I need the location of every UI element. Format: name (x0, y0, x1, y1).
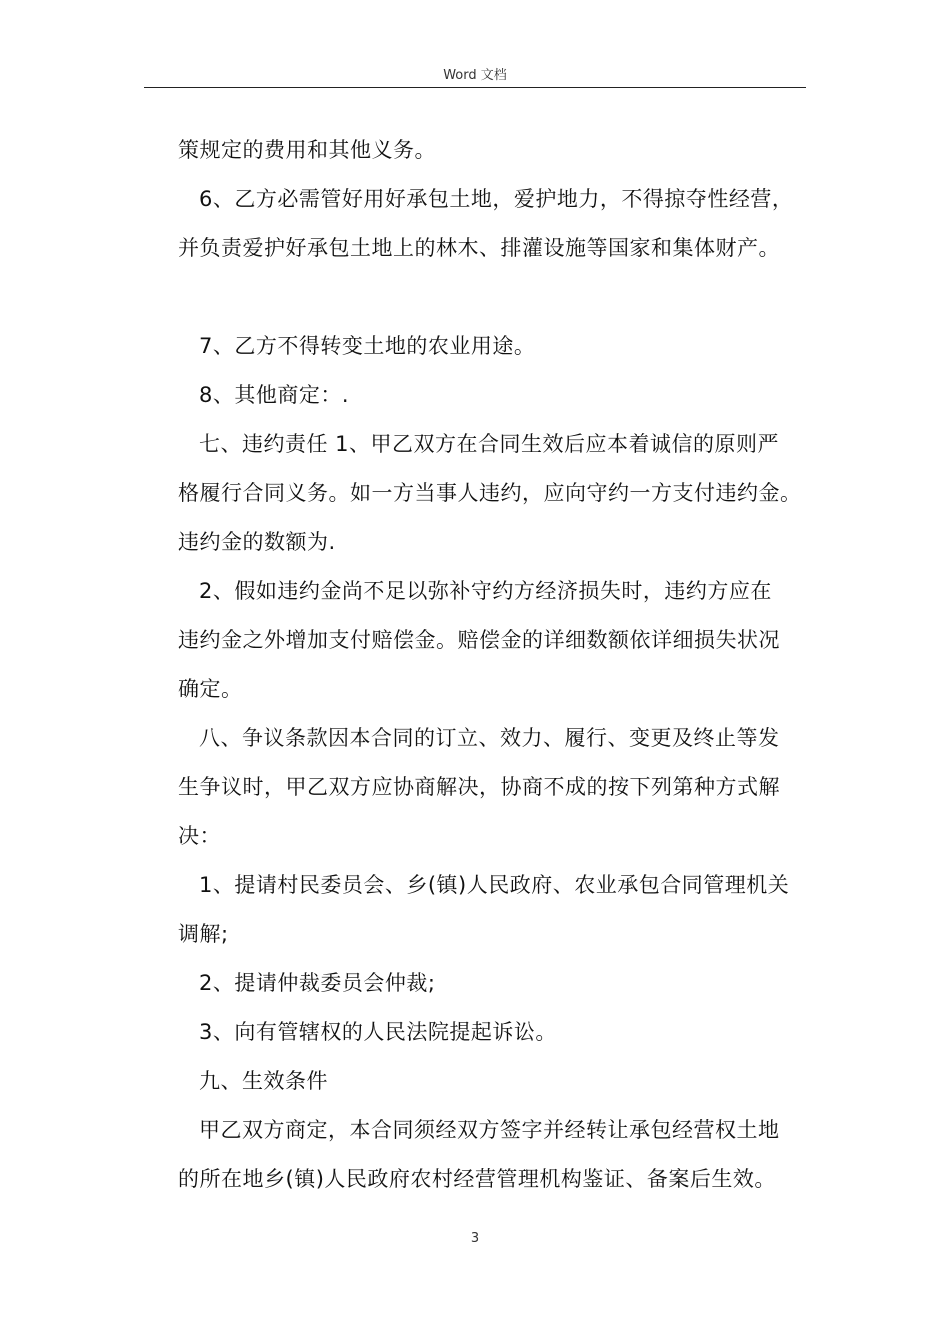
paragraph-line: 的所在地乡(镇)人民政府农村经营管理机构鉴证、备案后生效。 (178, 1167, 776, 1191)
paragraph-line: 2、提请仲裁委员会仲裁; (199, 971, 436, 995)
blank-line (178, 273, 828, 322)
paragraph-line: 违约金的数额为. (178, 530, 336, 554)
paragraph-line: 违约金之外增加支付赔偿金。赔偿金的详细数额依详细损失状况 (178, 628, 780, 652)
paragraph-line: 格履行合同义务。如一方当事人违约，应向守约一方支付违约金。 (178, 481, 802, 505)
paragraph-line: 2、假如违约金尚不足以弥补守约方经济损失时，违约方应在 (199, 579, 772, 603)
paragraph-line: 七、违约责任 1、甲乙双方在合同生效后应本着诚信的原则严 (199, 432, 780, 456)
paragraph-line: 生争议时，甲乙双方应协商解决，协商不成的按下列第种方式解 (178, 775, 780, 799)
paragraph-line: 6、乙方必需管好用好承包土地，爱护地力，不得掠夺性经营， (199, 187, 794, 211)
page-header-title: Word 文档 (443, 68, 507, 83)
paragraph-line: 调解; (178, 922, 229, 946)
header-divider (144, 87, 806, 88)
paragraph-line: 甲乙双方商定，本合同须经双方签字并经转让承包经营权土地 (199, 1118, 780, 1142)
paragraph-line: 1、提请村民委员会、乡(镇)人民政府、农业承包合同管理机关 (199, 873, 790, 897)
paragraph-line: 3、向有管辖权的人民法院提起诉讼。 (199, 1020, 557, 1044)
paragraph-line: 确定。 (178, 677, 243, 701)
paragraph-line: 7、乙方不得转变土地的农业用途。 (199, 334, 536, 358)
paragraph-line: 决： (178, 824, 221, 848)
paragraph-line: 九、生效条件 (199, 1069, 328, 1093)
paragraph-line: 策规定的费用和其他义务。 (178, 138, 436, 162)
paragraph-line: 八、争议条款因本合同的订立、效力、履行、变更及终止等发 (199, 726, 780, 750)
page-number: 3 (470, 1231, 480, 1246)
document-body (178, 126, 828, 1204)
paragraph-line: 8、其他商定：. (199, 383, 350, 407)
paragraph-line: 并负责爱护好承包土地上的林木、排灌设施等国家和集体财产。 (178, 236, 780, 260)
